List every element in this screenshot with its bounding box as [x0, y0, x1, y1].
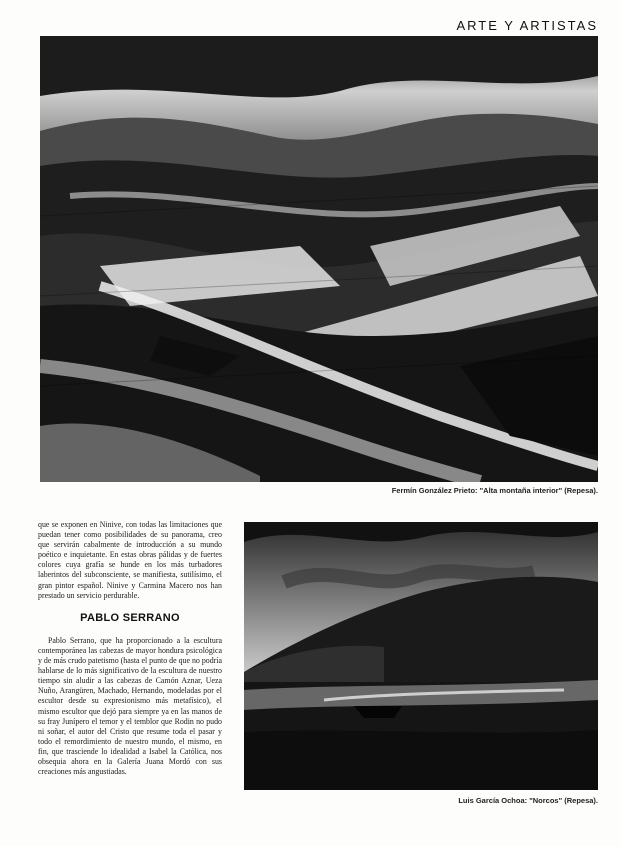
article-lead-paragraph: que se exponen en Ninive, con todas las limitaciones que puedan tener como posibilidades de su panorama, creo que servirán cabalmente de introducción a su mundo poético e inquietante. En estas obras pálidas y de fuertes colores cuya grafía se hunde en los más turbadores laberintos del subconsciente, se manifiesta, sutilísimo, el gran pintor español. Ninive y Carmina Macero nos han prestado un servicio perdurable. [38, 520, 222, 600]
article-heading: PABLO SERRANO [80, 611, 180, 624]
caption-top-painting: Fermín González Prieto: "Alta montaña interior" (Repesa). [391, 486, 598, 495]
section-label: ARTE Y ARTISTAS [456, 18, 598, 33]
article-paragraph: Pablo Serrano, que ha proporcionado a la escultura contemporánea las cabezas de mayor hondura psicológica y de más crudo patetismo (hasta el punto de que no podría hablarse de lo más significativo de la escultura de nuestro tiempo sin aludir a las cabezas de Camón Aznar, Ueza Nuño, Arangüren, Machado, Hernando, modeladas por el escultor desde su expresionismo más metafísico), el mismo escultor que dejó para siempre ya en las manos de su fray Junípero el temor y el temblor que Rodin no pudo ni soñar, el autor del Cristo que resume toda el pasar y todo el remordimiento de nuestro mundo, el mismo, en fin, que trasciende lo idealidad a Isabel la Católica, nos obsequia ahora en la Galería Juana Mordó con sus creaciones más angustiadas. [38, 635, 222, 777]
caption-bottom-painting: Luis García Ochoa: "Norcos" (Repesa). [458, 796, 598, 805]
article-column [38, 520, 222, 777]
painting-alta-montana [40, 36, 598, 482]
painting-norcos [244, 522, 598, 790]
